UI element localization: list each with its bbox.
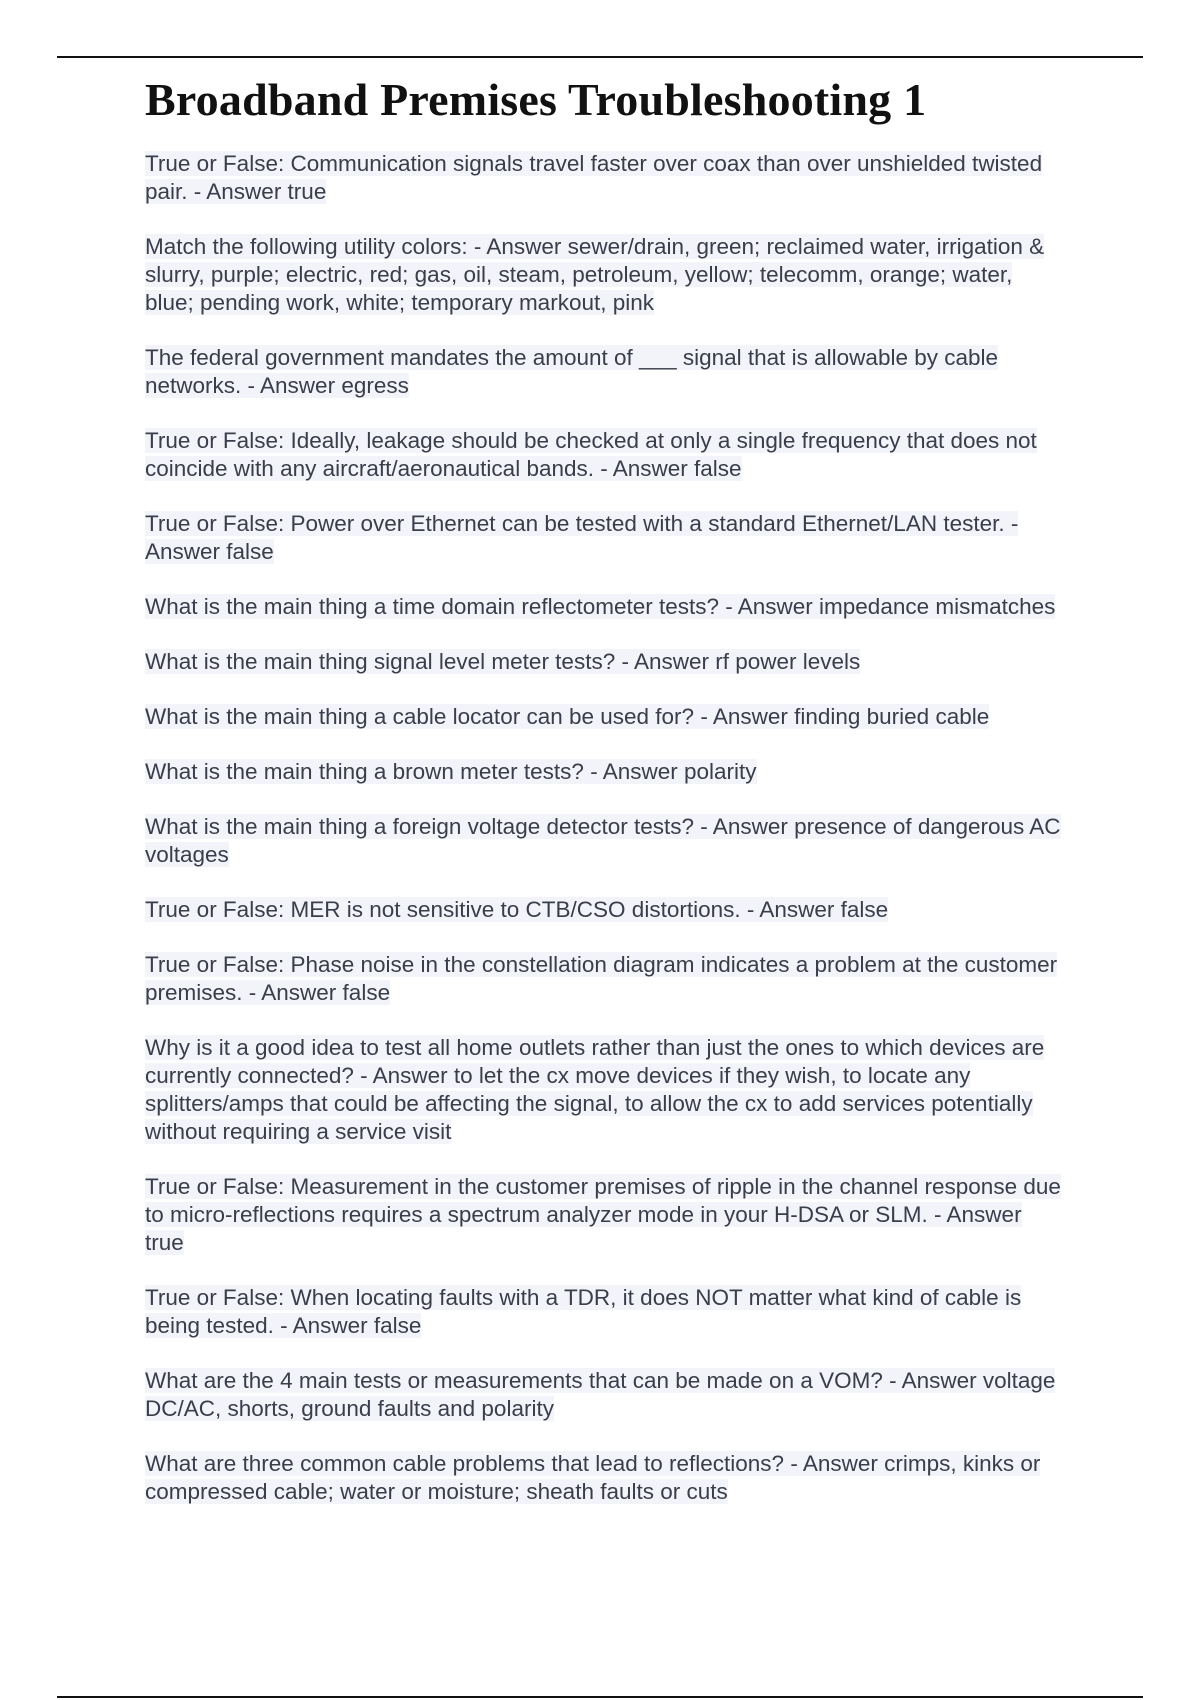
qa-text: What is the main thing signal level meter tests? - Answer rf power levels — [145, 649, 861, 674]
qa-text: True or False: Ideally, leakage should be checked at only a single frequency that does not coincide with any aircraft/aeronautical bands. - Answer false — [145, 428, 1037, 481]
qa-item — [145, 896, 1065, 924]
qa-item — [145, 1284, 1065, 1340]
qa-text: What are the 4 main tests or measurements that can be made on a VOM? - Answer voltage DC/AC, shorts, ground faults and polarity — [145, 1368, 1056, 1421]
qa-text: What is the main thing a time domain reflectometer tests? - Answer impedance mismatches — [145, 594, 1056, 619]
qa-text: What is the main thing a foreign voltage detector tests? - Answer presence of dangerous AC voltages — [145, 814, 1061, 867]
qa-text: Match the following utility colors: - Answer sewer/drain, green; reclaimed water, irrigation & slurry, purple; electric, red; gas, oil, steam, petroleum, yellow; telecomm, orange; water, blue; pending work, white; temporary markout, pink — [145, 234, 1045, 315]
qa-item — [145, 593, 1065, 621]
qa-item — [145, 758, 1065, 786]
qa-text: True or False: Measurement in the customer premises of ripple in the channel response due to micro-reflections requires a spectrum analyzer mode in your H-DSA or SLM. - Answer true — [145, 1174, 1061, 1255]
qa-text: What is the main thing a cable locator can be used for? - Answer finding buried cable — [145, 704, 990, 729]
qa-item — [145, 813, 1065, 869]
qa-text: True or False: Power over Ethernet can be tested with a standard Ethernet/LAN tester. - Answer false — [145, 511, 1019, 564]
qa-item — [145, 427, 1065, 483]
qa-item — [145, 1173, 1065, 1257]
document-body — [145, 70, 1065, 1533]
qa-item — [145, 233, 1065, 317]
qa-text: True or False: MER is not sensitive to CTB/CSO distortions. - Answer false — [145, 897, 889, 922]
qa-text: The federal government mandates the amount of ___ signal that is allowable by cable networks. - Answer egress — [145, 345, 999, 398]
qa-text: What are three common cable problems that lead to reflections? - Answer crimps, kinks or compressed cable; water or moisture; sheath faults or cuts — [145, 1451, 1041, 1504]
qa-text: Why is it a good idea to test all home outlets rather than just the ones to which devices are currently connected? - Answer to let the cx move devices if they wish, to locate any splitters/amps that could be affecting the signal, to allow the cx to add services potentially without requiring a service visit — [145, 1035, 1045, 1144]
qa-text: True or False: Phase noise in the constellation diagram indicates a problem at the customer premises. - Answer false — [145, 952, 1058, 1005]
qa-item — [145, 150, 1065, 206]
qa-text: True or False: When locating faults with a TDR, it does NOT matter what kind of cable is being tested. - Answer false — [145, 1285, 1022, 1338]
qa-item — [145, 1450, 1065, 1506]
top-rule — [57, 56, 1143, 58]
qa-item — [145, 1367, 1065, 1423]
document-title: Broadband Premises Troubleshooting 1 — [145, 74, 927, 125]
bottom-rule — [57, 1696, 1143, 1698]
qa-item — [145, 951, 1065, 1007]
qa-text: True or False: Communication signals travel faster over coax than over unshielded twisted pair. - Answer true — [145, 151, 1043, 204]
qa-item — [145, 1034, 1065, 1146]
qa-item — [145, 703, 1065, 731]
qa-text: What is the main thing a brown meter tests? - Answer polarity — [145, 759, 757, 784]
qa-item — [145, 510, 1065, 566]
qa-item — [145, 648, 1065, 676]
qa-item — [145, 344, 1065, 400]
